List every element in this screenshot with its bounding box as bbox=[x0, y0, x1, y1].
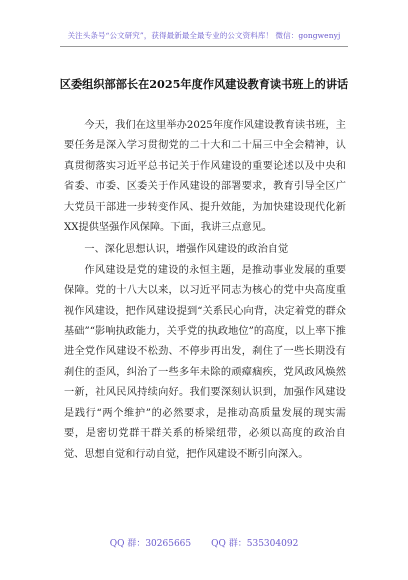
section-heading-1: 一、深化思想认识，增强作风建设的政治自觉 bbox=[84, 244, 289, 256]
footer-contacts bbox=[0, 536, 408, 549]
header-notice: 关注头条号“公文研究”，获得最新最全最专业的公文资料库！ 微信：gongwenyj bbox=[67, 31, 341, 40]
header-divider bbox=[60, 46, 348, 47]
document-body bbox=[64, 116, 346, 465]
qq-group-2: QQ 群：535304092 bbox=[211, 539, 299, 549]
section-1-paragraph: 作风建设是党的建设的永恒主题，是推动事业发展的重要保障。党的十八大以来，以习近平同志为核心的党中央高度重视作风建设，把作风建设提到“关系民心向背，决定着党的群众基础”“影响执政能力，关乎党的执政地位”的高度，以上率下推进全党作风建设不松劲、不停步再出发，刹住了一些长期没有刹住的歪风，纠治了一些多年未除的顽瘴痼疾，党风政风焕然一新，社风民风持续向好。我们要深刻认识到，加强作风建设是践行“两个维护”的必然要求，是推动高质量发展的现实需要，是密切党群干群关系的桥梁纽带，必须以高度的政治自觉、思想自觉和行动自觉，把作风建设不断引向深入。 bbox=[64, 264, 346, 460]
document-title: 区委组织部部长在2025年度作风建设教育读书班上的讲话 bbox=[59, 77, 349, 91]
intro-paragraph: 今天，我们在这里举办2025年度作风建设教育读书班，主要任务是深入学习贯彻党的二十大和二十届三中全会精神，认真贯彻落实习近平总书记关于作风建设的重要论述以及中央和省委、市委、区委关于作风建设的部署要求，教育引导全区广大党员干部进一步转变作风、提升效能，为加快建设现代化新XX提供坚强作风保障。下面，我讲三点意见。 bbox=[64, 120, 346, 234]
qq-group-1: QQ 群：30265665 bbox=[109, 539, 192, 549]
